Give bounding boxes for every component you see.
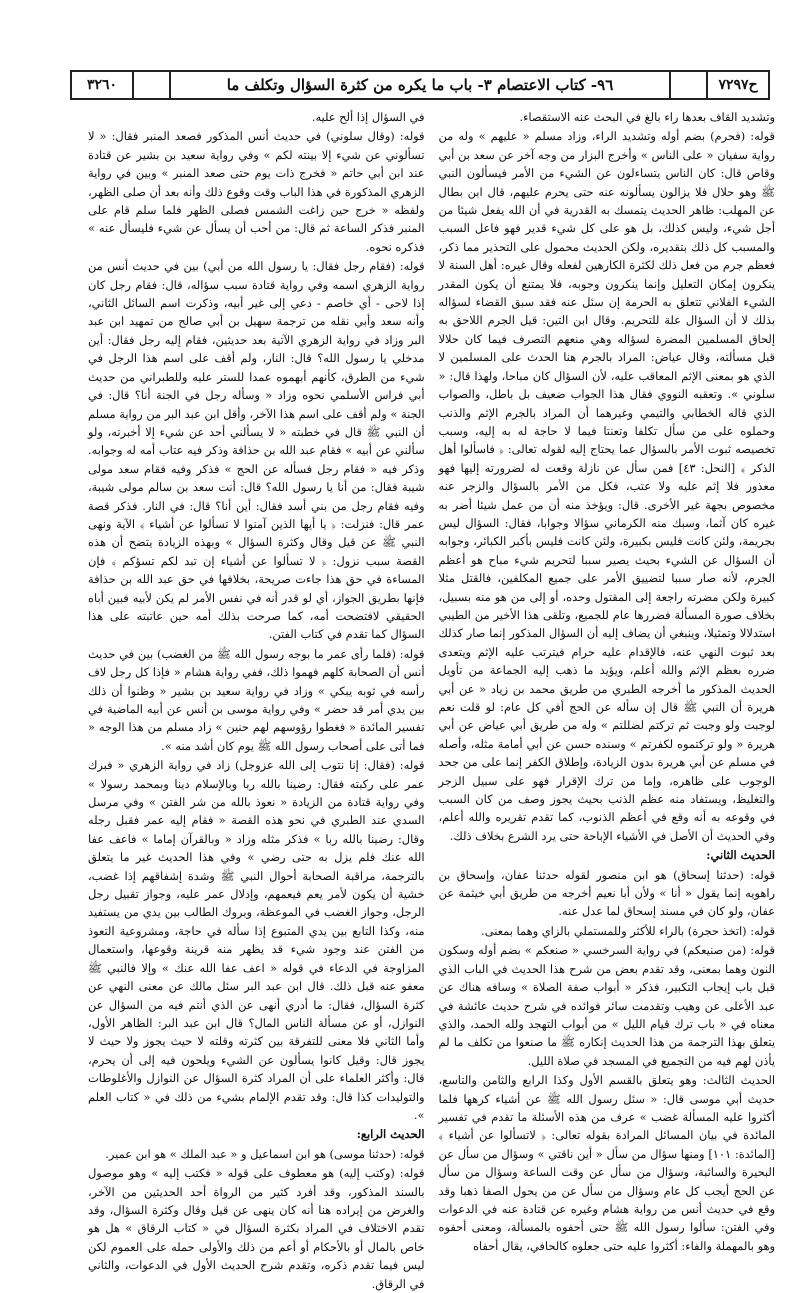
- paragraph: وتشديد القاف بعدها راء بالغ في البحث عنه الاستقصاء.: [519, 110, 775, 124]
- paragraph: قوله: (فقال: إنا نتوب إلى الله عزوجل) زاد في رواية الزهري « فبرك عمر على ركبته فقال: رضينا بالله ربا وبالإسلام دينا وبمحمد رسولا » وفي رواية قتادة من الزيادة « نعوذ بالله من شر الفتن » وفي مرسل السدي عند الطبري في نحو هذه القصة « فقام إليه عمر فقبل رجله وقال: رضينا بالله ربا » فذكر مثله وزاد « وبالقرآن إماما » فاعف عفا الله عنك فلم يزل به حتى رضي » وفي هذا الحديث غير ما يتعلق بالترجمة، مراقبة الصحابة أحوال النبي ﷺ وشدة إشفاقهم إذا غضب، خشية أن يكون لأمر يعم فيعمهم، وإدلال عمر عليه، وجواز تقبيل رجل الرجل، وجواز الغضب في الموعظة، وبروك الطالب بين يدي من يستفيد منه، وكذا التابع بين يدي المتبوع إذا سأله في حاجة، ومشروعية التعوذ من الفتن عند وجود شيء قد يظهر منه قرينة وقوعها، واستعمال المزاوجة في الدعاء في قوله « اعف عفا الله عنك » وإلا فالنبي ﷺ معفو عنه قبل ذلك. قال ابن عبد البر سئل مالك عن معنى النهي عن كثرة السؤال، فقال: ما أدري أنهى عن الذي أنتم فيه من السؤال عن النوازل، أو عن مسألة الناس المال؟ قال ابن عبد البر: الظاهر الأول، وأما الثاني فلا معنى للتفرقة بين كثرته وقلته لا حيث يجوز ولا حيث لا يجوز قال: وقيل كانوا يسألون عن الشيء ويلحون فيه إلى أن يحرم، قال: وأكثر العلماء على أن المراد كثرة السؤال عن النوازل والأغلوطات والتوليدات كذا قال: وقد تقدم الإلمام بشيء من ذلك في « كتاب العلم ».: [88, 758, 425, 1122]
- section-heading: الحديث الثاني:: [706, 848, 775, 863]
- text-columns: [88, 108, 776, 1291]
- right-column: [438, 108, 776, 1253]
- paragraph: قوله: (حدثنا موسى) هو ابن اسماعيل و « عبد الملك » هو ابن عمير.: [105, 1146, 425, 1161]
- hadith-number: ح٧٢٩٧: [706, 72, 768, 98]
- section-heading: الحديث الرابع:: [356, 1127, 425, 1142]
- left-column: [88, 108, 425, 1291]
- paragraph: قوله: (اتخذ حجرة) بالراء للأكثر وللمستملي بالزاي وهما بمعنى.: [481, 923, 775, 938]
- paragraph: قوله: (حدثنا إسحاق) هو ابن منصور لقوله حدثنا عفان، وإسحاق بن راهويه إنما يقول « أنا » ولأن أبا نعيم أخرجه من طريق أبي خيثمة عن عفان، ولو كان في مسند إسحاق لما عدل عنه.: [438, 867, 775, 919]
- paragraph: قوله: (فقام رجل فقال: يا رسول الله من أبي) بين في حديث أنس من رواية الزهري اسمه وفي رواية قتادة سبب سؤاله، قال: فقام رجل كان إذا لاحى - أي خاصم - دعي إلى غير أبيه، وذكرت اسم السائل الثاني، وأنه سعد وأبي نقله من ترجمة سهيل بن أبي صالح من تمهيد ابن عبد البر وزاد في رواية الزهري الآتية بعد حديثين، فقام إليه رجل فقال: أين مدخلي يا رسول الله؟ قال: النار، ولم أقف على اسم هذا الرجل في شيء من الطرق، كأنهم أبهموه عمدا للستر عليه وللطبراني من حديث أبي فراس الأسلمي نحوه وزاد « وسأله رجل في الجنة أنا؟ قال: في الجنة » ولم أقف على اسم هذا الآخر، وأقل ابن عبد البر من رواية مسلم أن النبي ﷺ قال في خطبته « لا يسألني أحد عن شيء إلا أخبرته، ولو سألني عن أبيه » فقام عبد الله بن حذافة وذكر فيه عتاب أمه له وجوابه. وذكر فيه « فقام رجل فسأله عن الحج » فذكر وفيه فقام سعد مولى شيبة فقال: من أنا يا رسول الله؟ قال: أنت سعد بن سالم مولى شيبة، وفيه فقام رجل من بني أسد فقال: أين أنا؟ قال: في النار. فذكر قصة عمر قال: فنزلت: ﴿ يا أيها الذين آمنوا لا تسألوا عن أشياء ﴾ الآية ونهى النبي ﷺ عن قيل وقال وكثرة السؤال » وبهذه الزيادة يتضح أن هذه القصة سبب نزول: ﴿ لا تسألوا عن أشياء إن تبد لكم تسؤكم ﴾ فإن المساءة في حق هذا جاءت صريحة، بخلافها في حق عبد الله بن حذافة فإنها بطريق الجواز، أي لو قدر أنه في نفس الأمر لم يكن لأبيه فبين أباه الحقيقي لافتضحت أمه، كما صرحت بذلك أمه حين عاتبته على هذا السؤال كما تقدم في كتاب الفتن.: [88, 259, 425, 642]
- paragraph: قوله: (من صنيعكم) في رواية السرخسي « صنعكم » بضم أوله وسكون النون وهما بمعنى، وقد تقدم بعض من شرح هذا الحديث في الباب الذي قبل باب إيجاب التكبير، فذكر « أبواب صفة الصلاة » وسافه هناك عن عبد الأعلى عن وهيب وتقدمت سائر فوائده في شرح حديث عائشة في معناه في « باب ترك قيام الليل » من أبواب التهجد ولله الحمد، والذي يتعلق بهذا الترجمة من هذا الحديث إنكاره ﷺ ما صنعوا من تكلف ما لم يأذن لهم فيه من التجميع في المسجد في صلاة الليل.: [438, 943, 775, 1068]
- paragraph: في السؤال إذا ألح عليه.: [311, 110, 425, 124]
- header-spacer-left: [134, 72, 169, 98]
- paragraph: قوله: (فحرم) بضم أوله وتشديد الراء، وزاد مسلم « عليهم » وله من رواية سفيان « على الناس » وأخرج البزار من وجه آخر عن سعد بن أبي وقاص قال: كان الناس يتساءلون عن الشيء من الأمر فيسألون النبي ﷺ وهو حلال فلا يزالون يسألونه عنه حتى يحرم عليهم، قال ابن بطال عن المهلب: ظاهر الحديث يتمسك به القدرية في أن الله يفعل شيئا من أجل شيء، وليس كذلك، بل هو على كل شيء قدير فهو فاعل السبب والمسبب كل ذلك بتقديره، ولكن الحديث محمول على التحذير مما ذكر، فعظم جرم من فعل ذلك لكثرة الكارهين لفعله وقال غيره: أهل السنة لا ينكرون إمكان التعليل وإنما ينكرون وجوبه، فلا يمتنع أن يكون المقدر الشيء الفلاني تتعلق به الحرمة إن سئل عنه فقد سبق القضاء لسؤاله بذلك لا أن السؤال علة للتحريم. وقال ابن التين: قيل الجرم اللاحق به إلحاق المسلمين المضرة لسؤاله وهي منعهم التصرف فيما كان حلالا قبل مسألته، وقال عياض: المراد بالجرم هنا الحدث على المسلمين لا الذي هو بمعنى الإثم المعاقب عليه، لأن السؤال كان مباحا، ولهذا قال: « سلوني ». وتعقبه النووي فقال هذا الجواب ضعيف بل باطل، والصواب الذي قاله الخطابي والتيمي وغيرهما أن المراد بالجرم الإثم والذنب وحملوه على من سأل تكلفا وتعنتا فيما لا حاجة له به إليه، وسبب تخصيصه ثبوت الأمر بالسؤال عما يحتاج إليه لقوله تعالى: ﴿ فاسألوا أهل الذكر ﴾ [النحل: ٤٣] فمن سأل عن نازلة وقعت له لضرورته إليها فهو معذور فلا إثم عليه ولا عتب، فكل من الأمر بالسؤال والزجر عنه مخصوص بجهة غير الأخرى. قال: ويؤخذ منه أن من عمل شيئا أضر به غيره كان آثما، وسبك منه الكرماني سؤالا وجوابا، فقال: السؤال ليس بجريمة، ولئن كانت فليس بكبيرة، ولئن كانت فليس بأكبر الكبائر، وجوابه أن السؤال عن الشيء بحيث يصير سببا لتحريم شيء مباح هو أعظم الجرم، لأنه صار سببا لتضييق الأمر على جميع المكلفين، فالقتل مثلا كبيرة ولكن مضرته راجعة إلى المقتول وحده، أو إلى من هو منه بسبيل، بخلاف صورة المسألة فضررها عام للجميع، وتلقى هذا الأخير من الطيبي استدلالا وتمثيلا، وينبغي أن يضاف إليه أن السؤال المذكور إنما صار كذلك بعد ثبوت النهي عنه، فالإقدام عليه حرام فيترتب عليه الإثم ويتعدى ضرره بعظم الإثم والله أعلم، ويؤيد ما ذهب إليه الجماعة من تأويل الحديث المذكور ما أخرجه الطبري من طريق محمد بن زياد « عن أبي هريرة أن النبي ﷺ قال إن سأله عن الحج أفي كل عام: لو قلت نعم لوجبت ولو وجبت ثم تركتم لضللتم » وله من طريق أبي عياض عن أبي هريرة « ولو تركتموه لكفرتم » وسنده حسن عن أبي أمامة مثله، وأصله في مسلم عن أبي هريرة بدون الزيادة، وإطلاق الكفر إنما على من جحد الوجوب على ظاهره، وإما من ترك الإقرار فهو على سبيل الزجر والتغليظ، ويستفاد منه عظم الذنب بحيث يجوز وصف من كان السبب في وقوعه به أنه وقع في أعظم الذنوب، كما تقدم تقريره والله أعلم، وفي الحديث أن الأصل في الأشياء الإباحة حتى يرد الشرع بخلاف ذلك.: [438, 129, 776, 843]
- running-title: ٩٦- كتاب الاعتصام ٣- باب ما يكره من كثرة السؤال وتكلف ما: [169, 72, 671, 98]
- paragraph: قوله: (وكتب إليه) هو معطوف على قوله « فكتب إليه » وهو موصول بالسند المذكور، وقد أفرد كثير من الرواة أحد الحديثين من الآخر، والغرض من إيراده هنا أنه كان ينهى عن قيل وقال وكثرة السؤال، وقد تقدم الاختلاف في المراد بكثرة السؤال في « كتاب الرقاق » هل هو خاص بالمال أو بالأحكام أو أعم من ذلك والأولى حمله على العموم لكن ليس فيما تقدم ذكره، وتقدم شرح الحديث الأول في الدعوات، والثاني في الرقاق.: [88, 1166, 425, 1291]
- page-number: ٣٢٦٠: [72, 72, 134, 98]
- paragraph: الحديث الثالث: وهو يتعلق بالقسم الأول وكذا الرابع والثامن والتاسع، حديث أبي موسى قال: « سئل رسول الله ﷺ عن أشياء كرهها فلما أكثروا عليه المسألة غضب » عرف من هذه الأسئلة ما تقدم في تفسير المائدة في بيان المسائل المرادة بقوله تعالى: ﴿ لاتسألوا عن أشياء ﴾ [المائدة: ١٠١] ومنها سؤال من سأل « أين ناقتي » وسؤال من سأل عن البحيرة والسائبة، وسؤال من سأل عن وقت الساعة وسؤال من سأل عن الحج أيجب كل عام وسؤال من سأل عن من يحول الصفا ذهبا وقد وقع في حديث أنس من رواية هشام وغيره عن قتادة عنه في الدعوات وفي الفتن: سألوا رسول الله ﷺ حتى أحفوه بالمسألة، ومعنى أحفوه وهو بالمهملة والفاء: أكثروا عليه حتى جعلوه كالحافي، يقال أحفاه: [438, 1073, 775, 1253]
- paragraph: قوله: (فلما رأى عمر ما بوجه رسول الله ﷺ من الغضب) بين في حديث أنس أن الصحابة كلهم فهموا ذلك، ففي رواية هشام « فإذا كل رجل لاف رأسه في ثوبه يبكي » وزاد في رواية سعيد بن بشير « وظنوا أن ذلك بين يدي أمر قد حضر » وفي رواية موسى بن أنس عن أبيه الماضية في تفسير المائدة « فغطوا رؤوسهم لهم حنين » زاد مسلم من هذا الوجه « فما أتى على أصحاب رسول الله ﷺ يوم كان أشد منه ».: [88, 646, 425, 753]
- header-spacer-right: [671, 72, 706, 98]
- page-header: [70, 70, 770, 100]
- paragraph: قوله: (وقال سلوني) في حديث أنس المذكور فصعد المنبر فقال: « لا تسألوني عن شيء إلا بينته لكم » وفي رواية سعيد بن بشير عن قتادة عند ابن أبي حاتم « فخرج ذات يوم حتى صعد المنبر » وبين في رواية الزهري المذكورة في هذا الباب وقت وقوع ذلك وأنه بعد أن صلى الظهر، ولفظه « خرج حين زاغت الشمس فصلى الظهر فلما سلم قام على المنبر فذكر الساعة ثم قال: من أحب أن يسأل عن شيء فليسأل عنه » فذكره نحوه.: [88, 129, 425, 254]
